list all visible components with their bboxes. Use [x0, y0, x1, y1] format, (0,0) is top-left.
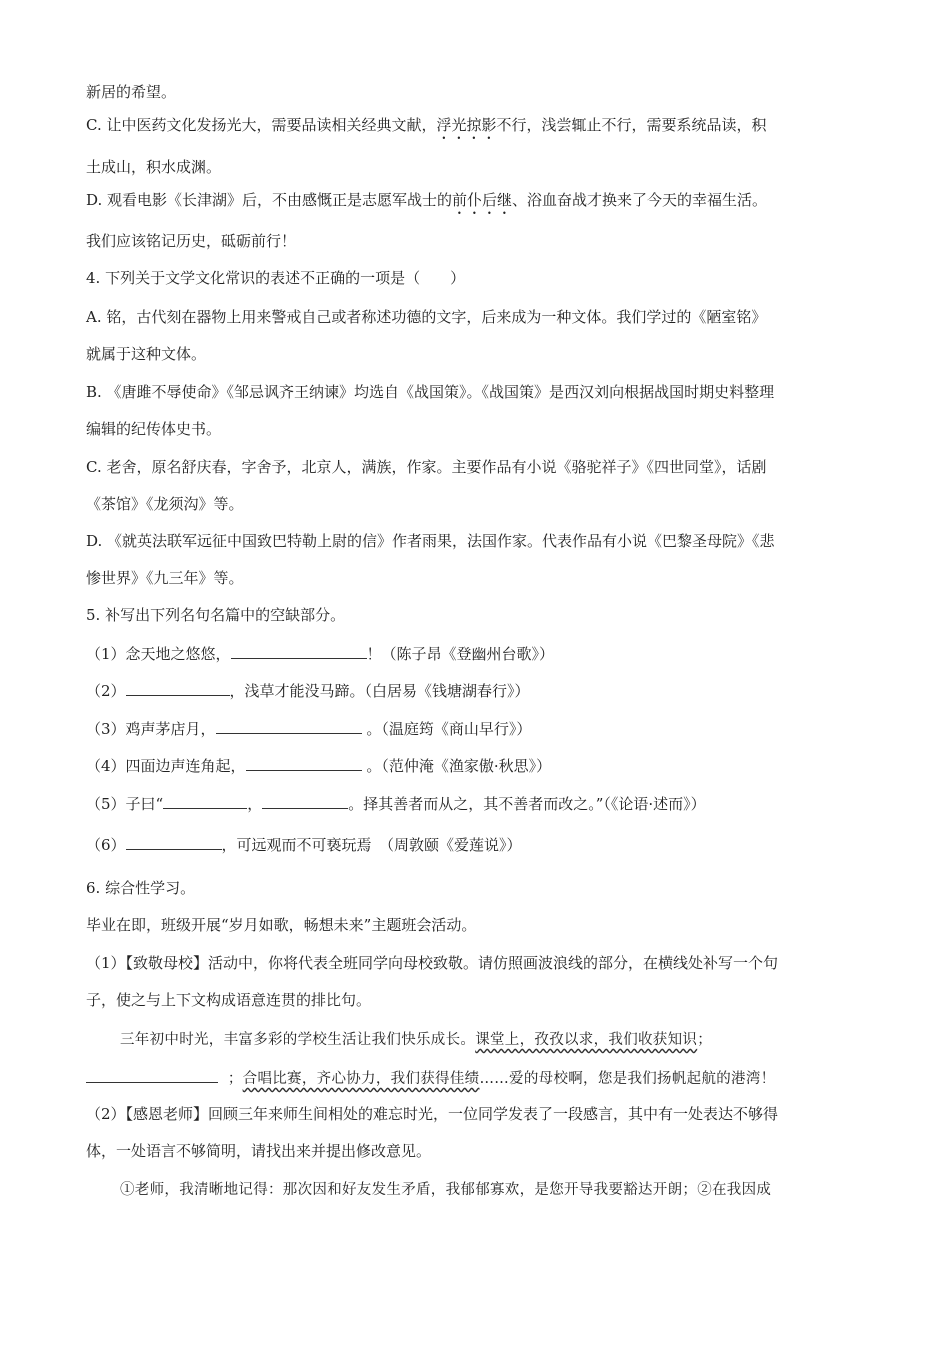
text-line: 土成山，积水成渊。 [86, 158, 222, 176]
option-text: 不行，浅尝辄止不行，需要系统品读，积 [496, 116, 767, 134]
item-text: （1）念天地之悠悠， [86, 645, 231, 663]
text-line: 《茶馆》《龙须沟》等。 [86, 495, 244, 513]
question-6-title: 6. 综合性学习。 [86, 879, 196, 897]
item-text: 。择其善者而从之，其不善者而改之。”（《论语·述而》） [348, 795, 706, 813]
answer-blank[interactable] [246, 755, 362, 771]
item-text: ，浅草才能没马蹄。（白居易《钱塘湖春行》） [229, 682, 530, 700]
text-line: 我们应该铭记历史，砥砺前行！ [86, 232, 297, 250]
question-6-part-2: （2）【感恩老师】回顾三年来师生间相处的难忘时光，一位同学发表了一段感言，其中有一处表达不够得 [86, 1105, 779, 1123]
answer-blank[interactable] [216, 718, 362, 734]
wavy-underlined-phrase: 合唱比赛，齐心协力，我们获得佳绩 [242, 1071, 480, 1087]
question-6-intro: 毕业在即，班级开展“岁月如歌，畅想未来”主题班会活动。 [86, 916, 477, 934]
answer-blank[interactable] [163, 793, 247, 809]
question-4-title: 4. 下列关于文学文化常识的表述不正确的一项是（ ） [86, 269, 466, 287]
item-text: （6） [86, 836, 126, 854]
text-line: 体，一处语言不够简明，请找出来并提出修改意见。 [86, 1142, 432, 1160]
answer-blank[interactable] [86, 1067, 218, 1083]
wavy-underlined-phrase: 课堂上，孜孜以求，我们收获知识 [475, 1032, 698, 1048]
option-text: C. 让中医药文化发扬光大，需要品读相关经典文献， [86, 116, 437, 134]
item-text: （2） [86, 682, 126, 700]
item-text: ！（陈子昂《登幽州台歌》） [366, 645, 555, 663]
passage-line [86, 1067, 775, 1089]
text-line: 就属于这种文体。 [86, 345, 207, 363]
passage-text: ……爱的母校啊，您是我们扬帆起航的港湾！ [479, 1071, 776, 1087]
question-5-item-3 [86, 718, 531, 739]
answer-blank[interactable] [231, 643, 367, 659]
question-5-item-4 [86, 755, 551, 776]
item-text: ， [247, 795, 263, 813]
answer-blank[interactable] [262, 793, 348, 809]
answer-blank[interactable] [126, 680, 230, 696]
question-5-title: 5. 补写出下列名句名篇中的空缺部分。 [86, 606, 346, 624]
option-text: 、浴血奋战才换来了今天的幸福生活。 [512, 191, 768, 209]
question-5-item-6 [86, 834, 522, 855]
passage-line: ①老师，我清晰地记得：那次因和好友发生矛盾，我郁郁寡欢，是您开导我要豁达开朗；②在我因成 [120, 1182, 772, 1198]
item-text: （3）鸡声茅店月， [86, 720, 216, 738]
passage-text: ； [697, 1032, 713, 1048]
item-text: （4）四面边声连角起， [86, 757, 246, 775]
question-5-item-1 [86, 643, 554, 664]
option-text: D. 观看电影《长津湖》后，不由感慨正是志愿军战士的 [86, 191, 453, 209]
item-text: （5）子曰“ [86, 795, 164, 813]
question-5-item-2 [86, 680, 530, 701]
option-c [86, 115, 767, 143]
item-text: ，可远观而不可亵玩焉 （周敦颐《爱莲说》） [221, 836, 522, 854]
question-5-item-5 [86, 793, 706, 814]
answer-blank[interactable] [126, 834, 222, 850]
text-line: 编辑的纪传体史书。 [86, 420, 222, 438]
question-4-option-c: C. 老舍，原名舒庆春，字舍予，北京人，满族，作家。主要作品有小说《骆驼祥子》《四世同堂》，话剧 [86, 458, 767, 476]
option-d [86, 190, 767, 218]
passage-text: ； [227, 1071, 243, 1087]
item-text: 。（温庭筠《商山早行》） [366, 720, 532, 738]
question-4-option-d: D. 《就英法联军远征中国致巴特勒上尉的信》作者雨果，法国作家。代表作品有小说《巴黎圣母院》《悲 [86, 532, 775, 550]
question-6-part-1: （1）【致敬母校】活动中，你将代表全班同学向母校致敬。请仿照画波浪线的部分，在横线处补写一个句 [86, 954, 779, 972]
text-line: 新居的希望。 [86, 83, 177, 101]
passage-line [120, 1030, 712, 1050]
text-line: 子，使之与上下文构成语意连贯的排比句。 [86, 991, 372, 1009]
question-4-option-b: B. 《唐雎不辱使命》《邹忌讽齐王纳谏》均选自《战国策》。《战国策》是西汉刘向根据战国时期史料整理 [86, 383, 775, 401]
emphasized-phrase: 浮光掠影 [436, 116, 497, 134]
emphasized-phrase: 前仆后继 [452, 191, 513, 209]
text-line: 惨世界》《九三年》等。 [86, 569, 244, 587]
item-text: 。（范仲淹《渔家傲·秋思》） [366, 757, 552, 775]
passage-text: 三年初中时光，丰富多彩的学校生活让我们快乐成长。 [120, 1032, 476, 1048]
question-4-option-a: A. 铭，古代刻在器物上用来警戒自己或者称述功德的文字，后来成为一种文体。我们学过的《陋室铭》 [86, 308, 767, 326]
